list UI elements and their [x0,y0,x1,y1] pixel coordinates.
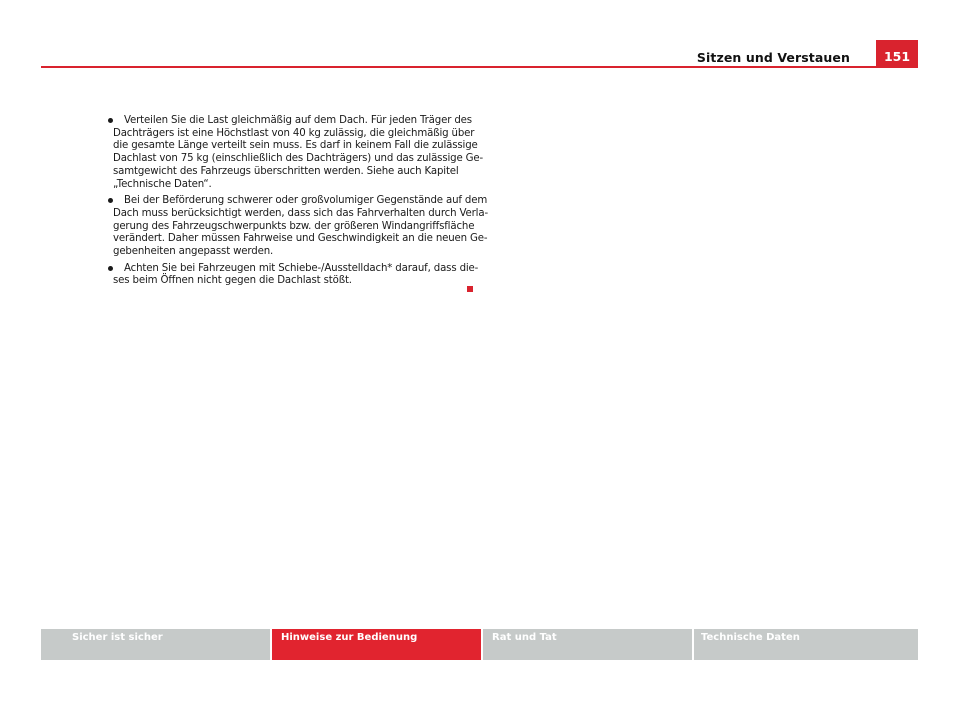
text-line: Dachlast von 75 kg (einschließlich des Dachträgers) und das zulässige Ge- [113,153,484,165]
text-line: Dachträgers ist eine Höchstlast von 40 kg zulässig, die gleichmäßig über [113,127,475,139]
footer-nav [41,629,918,660]
main-content [113,115,488,292]
bullet-dot-icon [108,118,113,123]
text-line: Achten Sie bei Fahrzeugen mit Schiebe-/Ausstelldach* darauf, dass die- [124,262,479,274]
header-rule [41,66,918,68]
text-line: verändert. Daher müssen Fahrweise und Geschwindigkeit an die neuen Ge- [113,233,488,245]
bullet-dot-icon [108,266,113,271]
text-line: „Technische Daten“. [113,178,212,190]
text-line: die gesamte Länge verteilt sein muss. Es darf in keinem Fall die zulässige [113,140,478,152]
text-line: Bei der Beförderung schwerer oder großvolumiger Gegenstände auf dem [124,195,488,207]
footer-tab-hinweise-zur-bedienung[interactable]: Hinweise zur Bedienung [272,629,481,660]
page-number: 151 [876,40,918,68]
footer-tab-rat-und-tat[interactable]: Rat und Tat [483,629,692,660]
footer-tab-technische-daten[interactable]: Technische Daten [694,629,918,660]
section-end-marker-icon [467,286,473,292]
bullet-item [113,115,484,191]
text-line: gebenheiten angepasst werden. [113,246,274,258]
text-line: Dach muss berücksichtigt werden, dass sich das Fahrverhalten durch Verla- [113,207,488,219]
bullet-item [113,262,479,288]
bullet-item [113,195,488,259]
text-line: samtgewicht des Fahrzeugs überschritten werden. Siehe auch Kapitel [113,165,459,177]
text-line: gerung des Fahrzeugschwerpunkts bzw. der größeren Windangriffsfläche [113,220,475,232]
text-line: ses beim Öffnen nicht gegen die Dachlast stößt. [113,275,352,287]
section-title: Sitzen und Verstauen [696,50,850,65]
footer-tab-sicher-ist-sicher[interactable]: Sicher ist sicher [41,629,270,660]
text-line: Verteilen Sie die Last gleichmäßig auf dem Dach. Für jeden Träger des [124,115,472,126]
